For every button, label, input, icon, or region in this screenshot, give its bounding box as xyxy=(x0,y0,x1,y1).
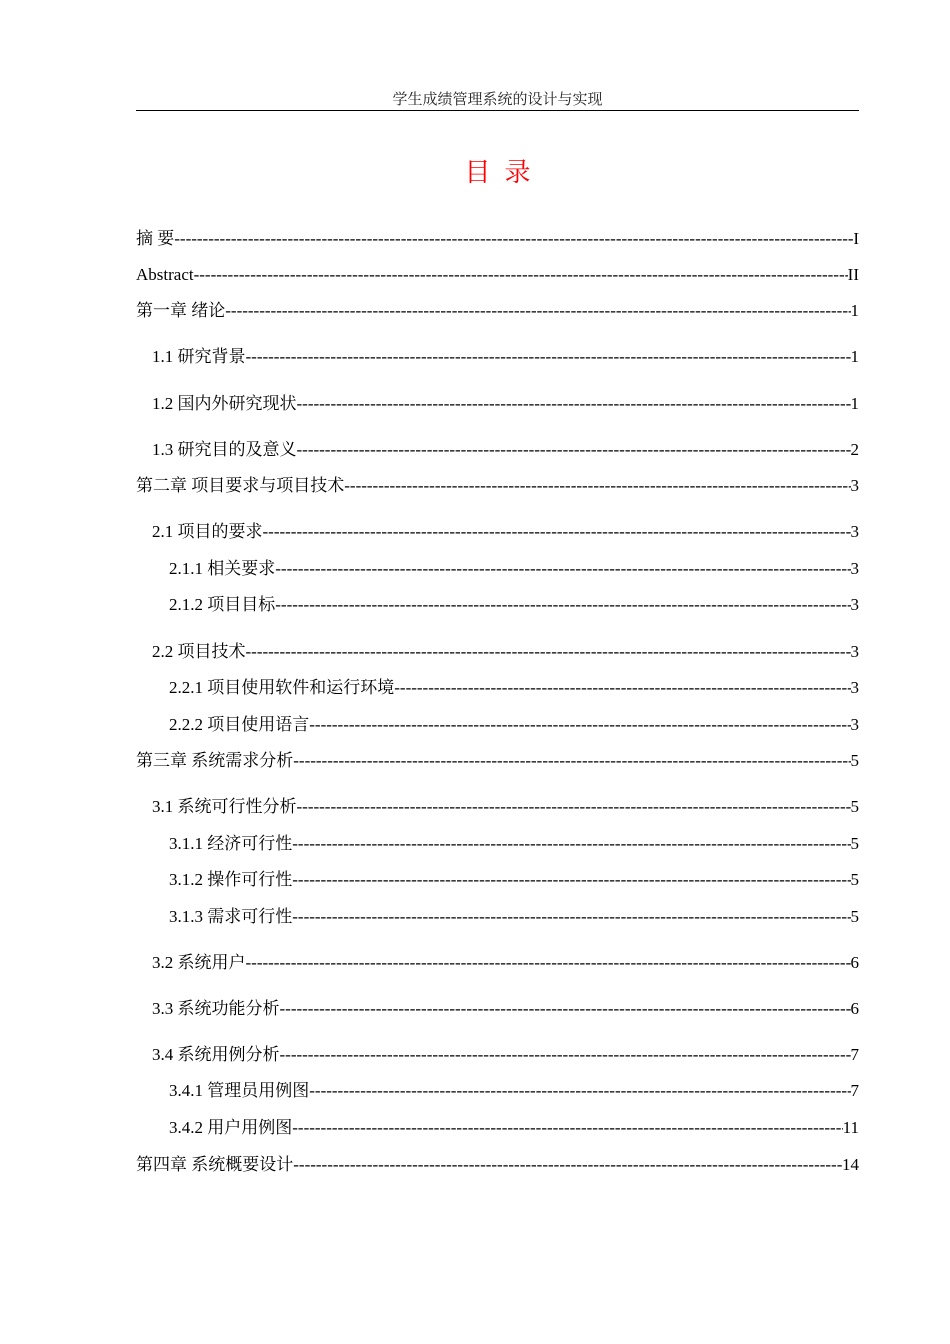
toc-entry-page-number: 11 xyxy=(842,1118,859,1137)
toc-entry-page-number: 3 xyxy=(850,522,859,541)
toc-entry-label: 3.1.3 需求可行性 xyxy=(169,907,293,926)
toc-entry-page-number: 3 xyxy=(850,476,859,495)
toc-entry[interactable] xyxy=(136,520,859,544)
toc-entry[interactable] xyxy=(136,227,859,251)
toc-entry-page-number: 3 xyxy=(850,678,859,697)
toc-dot-leader xyxy=(275,593,850,617)
toc-dot-leader xyxy=(297,795,851,819)
toc-entry[interactable] xyxy=(136,997,859,1021)
toc-dot-leader xyxy=(194,263,848,287)
toc-dot-leader xyxy=(263,520,851,544)
toc-dot-leader xyxy=(292,1116,842,1140)
toc-dot-leader xyxy=(292,868,850,892)
toc-dot-leader xyxy=(292,905,850,929)
toc-entry-label: 1.2 国内外研究现状 xyxy=(152,394,297,413)
toc-dot-leader xyxy=(246,345,851,369)
header-rule xyxy=(136,110,859,111)
toc-entry[interactable] xyxy=(136,713,859,737)
toc-dot-leader xyxy=(309,1079,850,1103)
toc-entry-page-number: 3 xyxy=(850,715,859,734)
toc-dot-leader xyxy=(394,676,850,700)
toc-dot-leader xyxy=(275,557,850,581)
toc-entry-page-number: 7 xyxy=(850,1081,859,1100)
toc-entry[interactable] xyxy=(136,392,859,416)
toc-entry[interactable] xyxy=(136,1116,859,1140)
toc-entry-label: 2.2 项目技术 xyxy=(152,642,246,661)
toc-entry[interactable] xyxy=(136,299,859,323)
toc-entry[interactable] xyxy=(136,749,859,773)
toc-entry-page-number: 1 xyxy=(850,394,859,413)
toc-entry-label: 2.1.1 相关要求 xyxy=(169,559,276,578)
toc-entry-label: 3.1.1 经济可行性 xyxy=(169,834,293,853)
toc-entry-page-number: 5 xyxy=(850,870,859,889)
toc-entry-label: 3.2 系统用户 xyxy=(152,953,246,972)
toc-entry-label: 摘 要 xyxy=(136,229,175,248)
toc-title: 目录 xyxy=(464,158,545,188)
toc-entry-label: 3.1 系统可行性分析 xyxy=(152,797,297,816)
toc-entry[interactable] xyxy=(136,1043,859,1067)
toc-entry-page-number: I xyxy=(853,229,859,248)
toc-entry-label: 3.4 系统用例分析 xyxy=(152,1045,280,1064)
toc-entry[interactable] xyxy=(136,905,859,929)
toc-entry-page-number: 1 xyxy=(850,347,859,366)
toc-entry[interactable] xyxy=(136,345,859,369)
toc-dot-leader xyxy=(293,749,850,773)
toc-entry-page-number: 1 xyxy=(850,301,859,320)
toc-entry-label: 2.1 项目的要求 xyxy=(152,522,263,541)
toc-entry-label: 1.1 研究背景 xyxy=(152,347,246,366)
toc-entry[interactable] xyxy=(136,263,859,287)
toc-entry[interactable] xyxy=(136,474,859,498)
running-header: 学生成绩管理系统的设计与实现 xyxy=(392,92,603,108)
toc-dot-leader xyxy=(174,227,853,251)
toc-entry-label: 2.1.2 项目目标 xyxy=(169,595,276,614)
toc-entry-page-number: 14 xyxy=(842,1155,859,1174)
toc-entry-page-number: 5 xyxy=(850,751,859,770)
toc-dot-leader xyxy=(246,951,851,975)
toc-dot-leader xyxy=(309,713,850,737)
toc-entry-page-number: 6 xyxy=(850,953,859,972)
toc-dot-leader xyxy=(225,299,850,323)
toc-entry-label: 1.3 研究目的及意义 xyxy=(152,440,297,459)
toc-entry[interactable] xyxy=(136,676,859,700)
toc-entry-page-number: II xyxy=(847,265,859,284)
toc-entry[interactable] xyxy=(136,557,859,581)
toc-dot-leader xyxy=(292,832,850,856)
toc-entry-label: 3.3 系统功能分析 xyxy=(152,999,280,1018)
toc-entry[interactable] xyxy=(136,438,859,462)
toc-entry[interactable] xyxy=(136,640,859,664)
toc-entry-page-number: 5 xyxy=(850,797,859,816)
toc-entry-label: 3.1.2 操作可行性 xyxy=(169,870,293,889)
toc-dot-leader xyxy=(280,1043,851,1067)
toc-dot-leader xyxy=(297,438,851,462)
toc-entry[interactable] xyxy=(136,951,859,975)
toc-entry-page-number: 3 xyxy=(850,642,859,661)
toc-entry[interactable] xyxy=(136,1079,859,1103)
toc-entry-label: 2.2.1 项目使用软件和运行环境 xyxy=(169,678,395,697)
toc-entry[interactable] xyxy=(136,832,859,856)
toc-entry-label: 3.4.2 用户用例图 xyxy=(169,1118,293,1137)
toc-dot-leader xyxy=(293,1153,842,1177)
toc-entry-page-number: 6 xyxy=(850,999,859,1018)
toc-entry-page-number: 3 xyxy=(850,595,859,614)
toc-entry[interactable] xyxy=(136,593,859,617)
toc-entry-page-number: 2 xyxy=(850,440,859,459)
toc-entry-label: 第二章 项目要求与项目技术 xyxy=(136,476,345,495)
toc-entry[interactable] xyxy=(136,868,859,892)
toc-entry-page-number: 7 xyxy=(850,1045,859,1064)
toc-entry-label: 3.4.1 管理员用例图 xyxy=(169,1081,310,1100)
toc-entry-page-number: 5 xyxy=(850,907,859,926)
toc-entry-page-number: 3 xyxy=(850,559,859,578)
toc-entry-label: 第三章 系统需求分析 xyxy=(136,751,294,770)
toc-entry[interactable] xyxy=(136,1153,859,1177)
toc-entry-page-number: 5 xyxy=(850,834,859,853)
toc-entry-label: 第一章 绪论 xyxy=(136,301,226,320)
toc-entry[interactable] xyxy=(136,795,859,819)
toc-dot-leader xyxy=(344,474,850,498)
toc-entry-label: 第四章 系统概要设计 xyxy=(136,1155,294,1174)
toc-dot-leader xyxy=(246,640,851,664)
toc-entry-label: Abstract xyxy=(136,265,194,284)
toc-entry-label: 2.2.2 项目使用语言 xyxy=(169,715,310,734)
toc-dot-leader xyxy=(297,392,851,416)
toc-dot-leader xyxy=(280,997,851,1021)
